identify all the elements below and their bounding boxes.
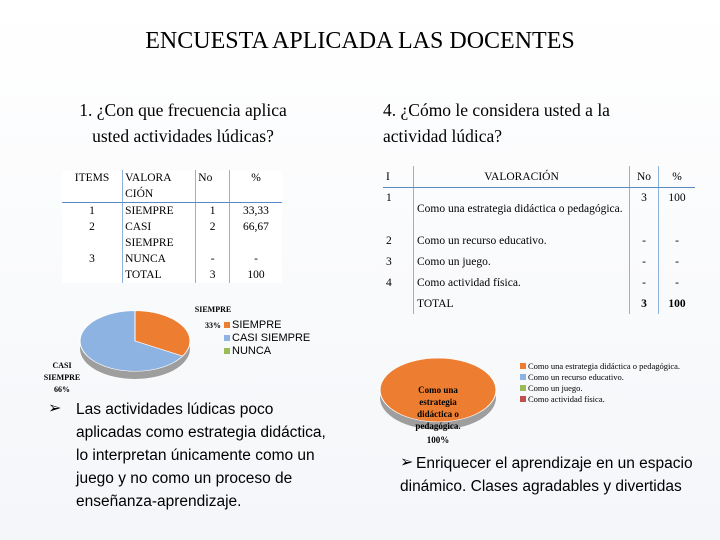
legend-swatch [520,396,526,402]
question-1-line1: 1. ¿Con que frecuencia aplica [79,100,287,120]
legend-label: SIEMPRE [232,319,282,331]
table-row [383,293,695,314]
table-cell: 1 [386,192,392,204]
table-row [62,219,282,251]
legend-swatch [520,374,526,380]
table-cell: 2 [62,219,123,251]
table-cell: 3 [62,251,123,267]
data-label-4: pedagógica. [415,421,461,431]
table-cell: - [630,230,659,251]
data-label-5: 100% [426,435,450,445]
legend-label: NUNCA [232,345,272,357]
table-cell: - [630,251,659,272]
header-items: ITEMS [62,170,123,203]
slide-title: ENCUESTA APLICADA LAS DOCENTES [145,28,575,54]
table-cell: - [196,251,230,267]
question-1-line2: usted actividades lúdicas? [92,126,274,146]
table-cell: 3 [386,255,392,268]
legend-swatch [520,385,526,391]
data-label-2: estrategia [419,397,457,407]
header-no: No [630,166,659,188]
pie-chart-valoracion [370,350,530,450]
table-cell: 4 [386,276,392,289]
header-i: I [383,166,414,188]
table-header-row [383,166,695,188]
legend-label: Como una estrategia didáctica o pedagógica. [528,361,680,371]
table-cell: 66,67 [243,221,269,233]
table-row [62,251,282,267]
table-cell: CASI SIEMPRE [123,219,196,251]
table-row [383,251,695,272]
data-label-siempre: SIEMPRE [194,305,232,314]
table-cell: - [659,272,696,293]
table-cell: 33,33 [243,205,269,217]
table-cell: Como un juego. [414,251,630,272]
table-cell: Como un recurso educativo. [414,230,630,251]
legend-label: Como un recurso educativo. [528,372,624,382]
arrow-bullet-icon: ➢ [48,400,62,417]
header-percent: % [659,166,696,188]
legend-item [224,332,310,345]
table-row [62,203,282,220]
table-cell: - [630,272,659,293]
data-label-casi-siempre: SIEMPRE [43,373,81,382]
bullet-1 [48,398,328,513]
valoracion-table [383,166,695,314]
table-cell: 2 [386,234,392,247]
table-cell: 3 [630,188,659,231]
pie1-legend [224,319,310,358]
question-4-line2: actividad lúdica? [383,126,503,146]
table-row [62,267,282,283]
question-4-line1: 4. ¿Cómo le considera usted a la [383,100,610,120]
table-row [383,272,695,293]
table-cell: NUNCA [123,251,196,267]
legend-label: CASI SIEMPRE [232,332,311,344]
data-label-1: Como una [418,385,458,395]
legend-swatch [224,348,230,354]
table-cell: TOTAL [414,293,630,314]
arrow-bullet-icon: ➢ [400,454,414,471]
table-cell: - [254,253,258,265]
table-row [383,188,695,231]
table-cell: 100 [659,293,696,314]
data-label-siempre-pct: 33% [205,321,221,330]
table-cell: 1 [62,203,123,220]
bullet-1-text: Las actividades lúdicas poco aplicadas como estrategia didáctica, lo interpretan únicamente como un juego y no como un proceso de enseñanza-aprendizaje. [76,401,326,510]
legend-swatch [224,335,230,341]
legend-swatch [520,363,526,369]
legend-item [520,372,680,383]
table-cell: SIEMPRE [123,203,196,220]
table-header-row [62,170,282,203]
table-cell: TOTAL [123,267,196,283]
table-cell: 1 [196,203,230,220]
table-cell: 100 [659,188,696,231]
legend-label: Como actividad física. [528,394,605,404]
data-label-casi-pct: 66% [54,385,70,394]
legend-swatch [224,322,230,328]
header-percent: % [229,170,282,203]
frequency-table [62,170,282,283]
question-4 [383,97,683,149]
table-cell: 2 [196,219,230,251]
table-row [383,230,695,251]
header-no: No [196,170,230,203]
table-cell: 3 [630,293,659,314]
question-1 [48,97,318,149]
pie2-legend [520,361,680,405]
legend-item [224,319,310,332]
table-cell: 100 [247,269,265,281]
bullet-2 [400,452,700,498]
legend-item [224,345,310,358]
table-cell [62,267,123,283]
header-valoracion: VALORACIÓN [414,166,630,188]
table-cell: Como actividad física. [414,272,630,293]
table-cell [383,293,414,314]
header-valoracion: VALORA CIÓN [123,170,196,203]
data-label-casi: CASI [52,361,72,370]
legend-item [520,394,680,405]
legend-item [520,361,680,372]
legend-label: Como un juego. [528,383,583,393]
table-cell: 3 [196,267,230,283]
bullet-2-text: Enriquecer el aprendizaje en un espacio dinámico. Clases agradables y divertidas [400,455,693,495]
table-cell: Como una estrategia didáctica o pedagógica. [414,188,630,231]
table-cell: - [659,230,696,251]
data-label-3: didáctica o [417,409,459,419]
legend-item [520,383,680,394]
table-cell: - [659,251,696,272]
